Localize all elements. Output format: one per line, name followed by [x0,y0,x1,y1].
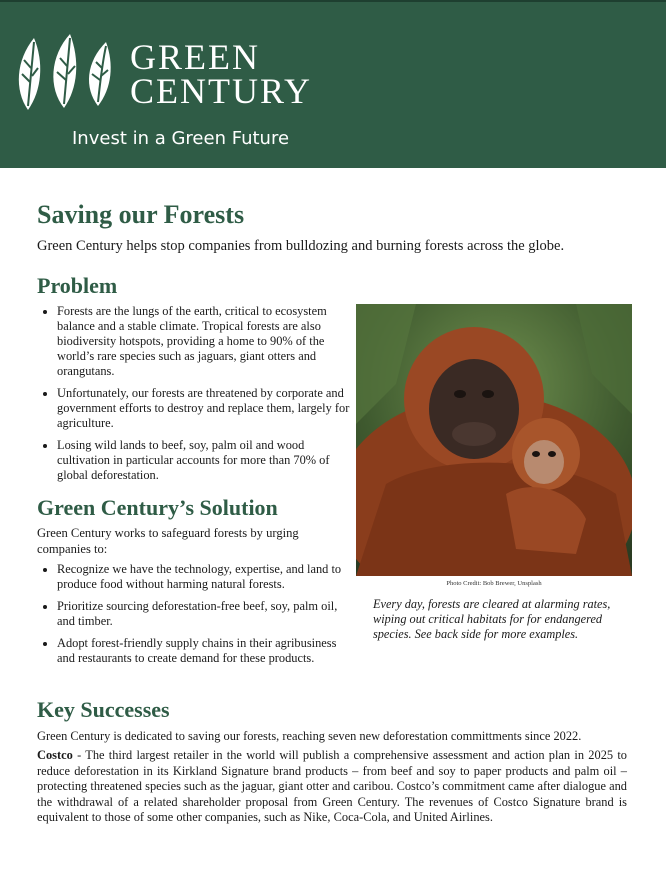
photo-credit: Photo Credit: Bob Brewer, Unsplash [446,580,542,587]
list-item: • Prioritize sourcing deforestation-free beef, soy, palm oil, and timber. [57,599,357,629]
leaf-logo-icon [12,32,122,112]
solution-list [37,562,357,673]
solution-lead: Green Century works to safeguard forests by urging companies to: [37,526,299,556]
successes-summary: Green Century is dedicated to saving our forests, reaching seven new deforestation committments since 2022. [37,729,582,743]
list-item: • Forests are the lungs of the earth, critical to ecosystem balance and a stable climate. Tropical forests are also biodiversity hotspots, providing a home to 90% of the world’s rare species such as jaguars, giant otters and orangutans. [57,304,357,379]
list-item: • Losing wild lands to beef, soy, palm oil and wood cultivation in particular accounts for more than 70% of global deforestation. [57,438,357,483]
list-item: • Unfortunately, our forests are threatened by corporate and government efforts to destroy and replace them, largely for agriculture. [57,386,357,431]
brand-line-century: CENTURY [130,71,313,111]
brand-line-green: GREEN [130,37,260,77]
problem-heading: Problem [37,273,118,298]
costco-text: - The third largest retailer in the world will publish a comprehensive assessment and action plan in 2025 to reduce deforestation in its Kirkland Signature brand products – from beef and soy to paper products and palm oil – protecting threatened species such as the jaguar, giant otter and caribou. Costco’s commitment came after dialogue and the withdrawal of a related shareholder proposal from Green Century. The revenues of Costco Signature brand is equivalent to those of some other companies, such as Nike, Coca-Cola, and United Airlines. [37,748,627,825]
header-banner [0,0,666,168]
successes-heading: Key Successes [37,697,170,722]
list-item: • Recognize we have the technology, expertise, and land to produce food without harming natural forests. [57,562,357,592]
solution-heading: Green Century’s Solution [37,495,278,520]
costco-label: Costco [37,748,73,762]
orangutan-photo [356,304,632,576]
costco-paragraph [37,748,627,826]
page-title: Saving our Forests [37,200,245,229]
tagline: Invest in a Green Future [72,128,290,149]
problem-list [37,304,357,490]
brand-name [130,37,313,111]
photo-caption: Every day, forests are cleared at alarming rates, wiping out critical habitats for for endangered species. See back side for more examples. [373,597,611,641]
intro-text: Green Century helps stop companies from bulldozing and burning forests across the globe. [37,238,565,254]
list-item: • Adopt forest-friendly supply chains in their agribusiness and restaurants to create demand for these products. [57,636,357,666]
